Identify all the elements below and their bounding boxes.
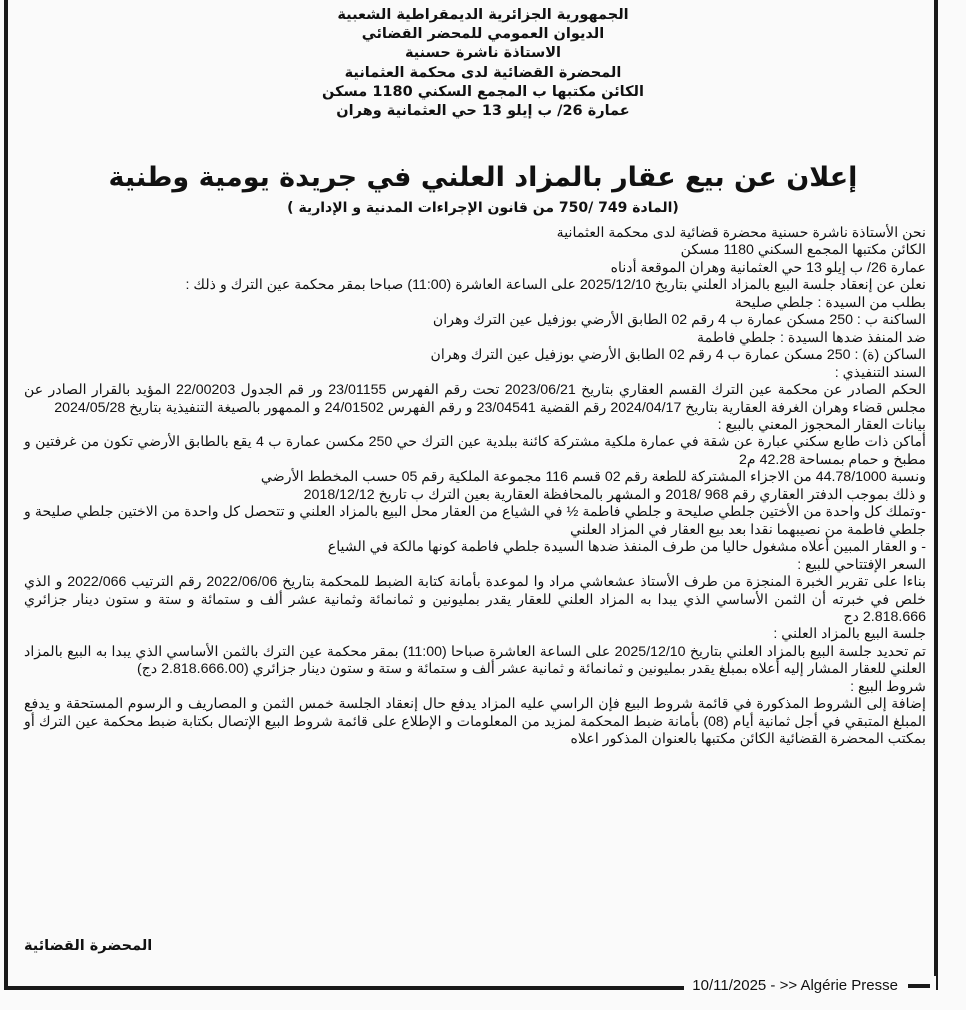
body-paragraph: أماكن ذات طابع سكني عبارة عن شقة في عمارة ملكية مشتركة كائنة ببلدية عين الترك حي 250 مكسن عمارة ب 4 يقع بالطابق الأرضي تكون من غرفتين و مطبخ و حمام بمساحة 42.28 م2 [24,434,927,468]
section-heading: بيانات العقار المحجوز المعني بالبيع : [717,416,926,433]
section-heading: جلسة البيع بالمزاد العلني : [773,626,926,643]
body-line: الكائن مكتبها المجمع السكني 1180 مسكن [680,242,926,259]
announcement-body [24,225,926,749]
header-line: المحضرة القضائية لدى محكمة العثمانية [344,64,622,81]
body-line: عمارة 26/ ب إيلو 13 حي العثمانية وهران الموقعة أدناه [610,259,926,276]
header-block [0,6,966,121]
body-paragraph: بناءا على تقرير الخبرة المنجزة من طرف الأستاذ عشعاشي مراد وا لموعدة بأمانة كتابة الضبط للمحكمة بتاريخ 2022/06/06 رقم الترتيب 2022/066 و الذي خلص في خبرته أن الثمن الأساسي الذي يبدا به المزاد العلني للعقار يقدر بمليونين و ثمانمائة وثمانية عشر ألف و ستمائة و ستة و ستون دينار جزائري 2.818.666 دج [24,574,926,625]
announcement-subtitle: (المادة 749 /750 من قانون الإجراءات المدنية و الإدارية ) [287,200,679,216]
section-heading: السعر الإفتتاحي للبيع : [797,556,926,573]
body-line: و ذلك بموجب الدفتر العقاري رقم 968 /2018 و المشهر بالمحافظة العقارية بعين الترك ب تاريخ 2018/12/12 [303,486,926,503]
body-line: ونسبة 44.78/1000 من الاجزاء المشتركة للطعة رقم 02 قسم 116 مجموعة الملكية رقم 05 حسب المخطط الأرضي [260,469,926,486]
body-paragraph: تم تحديد جلسة البيع بالمزاد العلني بتاريخ 2025/12/10 على الساعة العاشرة صباحا (11:00) بمقر محكمة عين الترك بالثمن الأساسي الذي يبدا به البيع بالمزاد العلني للعقار المشار إليه أعلاه بمبلغ يقدر بمليونين و ثمانمائة و ثمانية عشر ألف و ستمائة و ستة و ستون دينار جزائري (2.818.666.00 دج) [24,643,926,678]
body-paragraph: إضافة إلى الشروط المذكورة في قائمة شروط البيع فإن الراسي عليه المزاد يدفع حال إنعقاد الجلسة خمس الثمن و المصاريف و الرسوم المستحقة و يدفع المبلغ المتبقي في أجل ثمانية أيام (08) بأمانة ضبط المحكمة لمزيد من المعلومات و الإطلاع على قائمة شروط البيع الإتصال بكتابة ضبط محكمة عين الترك أو بمكتب المحضرة القضائية الكائن مكتبها بالعنوان المذكور اعلاه [24,696,926,748]
footer-source [684,976,936,996]
body-line: - و العقار المبين أعلاه مشغول حاليا من طرف المنفذ ضدها السيدة جلطي فاطمة كونها مالكة في الشياع [327,539,926,556]
header-line: الكائن مكتبها ب المجمع السكني 1180 مسكن [322,83,644,100]
body-line: نعلن عن إنعقاد جلسة البيع بالمزاد العلني بتاريخ 2025/12/10 على الساعة العاشرة (11:00) صباحا بمقر محكمة عين الترك و ذلك : [185,277,926,294]
body-paragraph: الحكم الصادر عن محكمة عين الترك القسم العقاري بتاريخ 2023/06/21 تحت رقم الفهرس 23/01155 ور قم الجدول 22/00203 المؤيد بالقرار الصادر عن مجلس قضاء وهران الغرفة العقارية بتاريخ 2024/04/17 رقم القضية 23/04541 و رقم الفهرس 24/01502 و الممهور بالصيغة التنفيذية بتاريخ 2024/05/28 [24,382,926,416]
section-heading: شروط البيع : [850,678,926,695]
body-line: نحن الأستاذة ناشرة حسنية محضرة قضائية لدى محكمة العثمانية [556,225,926,241]
header-line: عمارة 26/ ب إيلو 13 حي العثمانية وهران [336,103,630,120]
body-line: بطلب من السيدة : جلطي صليحة [734,294,926,311]
footer-rule [908,984,930,988]
signature: المحضرة القضائية [24,938,153,954]
signature-block [24,935,926,954]
body-line: ضد المنفذ ضدها السيدة : جلطي فاطمة [697,329,926,346]
header-line: الاستاذة ناشرة حسنية [404,45,562,62]
footer-text: 10/11/2025 - >> Algérie Presse [692,977,898,994]
announcement-title: إعلان عن بيع عقار بالمزاد العلني في جريدة يومية وطنية [108,162,858,193]
header-line: الجمهورية الجزائرية الديمقراطية الشعبية [337,7,629,23]
body-line: الساكنة ب : 250 مسكن عمارة ب 4 رقم 02 الطابق الأرضي بوزفيل عين الترك وهران [432,312,926,329]
body-paragraph: -وتملك كل واحدة من الأختين جلطي صليحة و جلطي فاطمة ½ في الشياع من العقار محل البيع بالمزاد العلني و تتحصل كل واحدة من الاختين جلطي صليحة و جلطي فاطمة من نصيبهما نقدا بعد بيع العقار في المزاد العلني [24,504,926,538]
body-line: الساكن (ة) : 250 مسكن عمارة ب 4 رقم 02 الطابق الأرضي بوزفيل عين الترك وهران [430,347,926,364]
section-heading: السند التنفيذي : [834,364,926,381]
header-line: الديوان العمومي للمحضر القضائي [361,26,605,43]
